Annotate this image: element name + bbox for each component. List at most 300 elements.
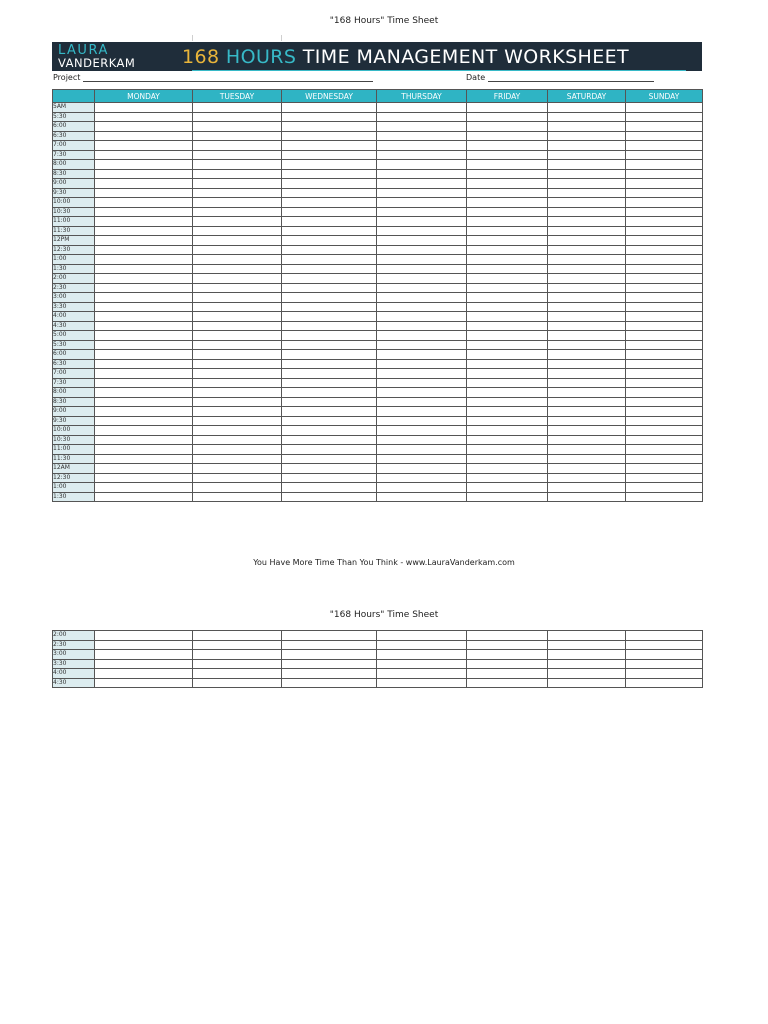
entry-cell[interactable] [626, 350, 703, 360]
entry-cell[interactable] [95, 435, 193, 445]
entry-cell[interactable] [626, 264, 703, 274]
entry-cell[interactable] [467, 445, 548, 455]
entry-cell[interactable] [193, 369, 282, 379]
entry-cell[interactable] [282, 131, 377, 141]
entry-cell[interactable] [626, 359, 703, 369]
entry-cell[interactable] [626, 669, 703, 679]
entry-cell[interactable] [95, 388, 193, 398]
entry-cell[interactable] [626, 640, 703, 650]
entry-cell[interactable] [193, 492, 282, 502]
entry-cell[interactable] [95, 169, 193, 179]
entry-cell[interactable] [626, 464, 703, 474]
entry-cell[interactable] [282, 141, 377, 151]
entry-cell[interactable] [377, 640, 467, 650]
entry-cell[interactable] [282, 435, 377, 445]
entry-cell[interactable] [467, 226, 548, 236]
entry-cell[interactable] [193, 435, 282, 445]
entry-cell[interactable] [95, 179, 193, 189]
entry-cell[interactable] [548, 416, 626, 426]
entry-cell[interactable] [95, 669, 193, 679]
entry-cell[interactable] [377, 131, 467, 141]
entry-cell[interactable] [548, 321, 626, 331]
entry-cell[interactable] [467, 435, 548, 445]
entry-cell[interactable] [193, 150, 282, 160]
entry-cell[interactable] [95, 198, 193, 208]
entry-cell[interactable] [548, 103, 626, 113]
entry-cell[interactable] [626, 659, 703, 669]
entry-cell[interactable] [467, 179, 548, 189]
entry-cell[interactable] [467, 378, 548, 388]
entry-cell[interactable] [95, 426, 193, 436]
entry-cell[interactable] [282, 669, 377, 679]
entry-cell[interactable] [193, 445, 282, 455]
entry-cell[interactable] [95, 188, 193, 198]
entry-cell[interactable] [282, 659, 377, 669]
entry-cell[interactable] [95, 464, 193, 474]
entry-cell[interactable] [377, 631, 467, 641]
entry-cell[interactable] [282, 483, 377, 493]
entry-cell[interactable] [626, 226, 703, 236]
entry-cell[interactable] [193, 397, 282, 407]
entry-cell[interactable] [467, 340, 548, 350]
entry-cell[interactable] [193, 274, 282, 284]
entry-cell[interactable] [193, 331, 282, 341]
entry-cell[interactable] [95, 255, 193, 265]
entry-cell[interactable] [548, 150, 626, 160]
entry-cell[interactable] [193, 302, 282, 312]
entry-cell[interactable] [626, 650, 703, 660]
entry-cell[interactable] [548, 350, 626, 360]
entry-cell[interactable] [193, 293, 282, 303]
entry-cell[interactable] [467, 678, 548, 688]
entry-cell[interactable] [193, 141, 282, 151]
entry-cell[interactable] [282, 473, 377, 483]
entry-cell[interactable] [626, 340, 703, 350]
entry-cell[interactable] [282, 454, 377, 464]
entry-cell[interactable] [193, 264, 282, 274]
entry-cell[interactable] [193, 659, 282, 669]
entry-cell[interactable] [282, 226, 377, 236]
entry-cell[interactable] [377, 302, 467, 312]
entry-cell[interactable] [95, 340, 193, 350]
entry-cell[interactable] [467, 650, 548, 660]
entry-cell[interactable] [467, 236, 548, 246]
entry-cell[interactable] [377, 650, 467, 660]
entry-cell[interactable] [282, 112, 377, 122]
entry-cell[interactable] [548, 283, 626, 293]
entry-cell[interactable] [626, 169, 703, 179]
entry-cell[interactable] [282, 312, 377, 322]
entry-cell[interactable] [548, 492, 626, 502]
entry-cell[interactable] [626, 141, 703, 151]
entry-cell[interactable] [377, 331, 467, 341]
date-line[interactable] [488, 73, 654, 82]
entry-cell[interactable] [377, 293, 467, 303]
entry-cell[interactable] [282, 359, 377, 369]
entry-cell[interactable] [282, 388, 377, 398]
entry-cell[interactable] [282, 378, 377, 388]
entry-cell[interactable] [377, 283, 467, 293]
entry-cell[interactable] [626, 678, 703, 688]
entry-cell[interactable] [467, 369, 548, 379]
entry-cell[interactable] [467, 388, 548, 398]
entry-cell[interactable] [193, 312, 282, 322]
entry-cell[interactable] [193, 631, 282, 641]
entry-cell[interactable] [377, 359, 467, 369]
entry-cell[interactable] [626, 473, 703, 483]
entry-cell[interactable] [467, 350, 548, 360]
entry-cell[interactable] [548, 141, 626, 151]
entry-cell[interactable] [95, 397, 193, 407]
entry-cell[interactable] [548, 640, 626, 650]
entry-cell[interactable] [282, 407, 377, 417]
entry-cell[interactable] [282, 236, 377, 246]
entry-cell[interactable] [377, 483, 467, 493]
entry-cell[interactable] [282, 302, 377, 312]
entry-cell[interactable] [548, 369, 626, 379]
entry-cell[interactable] [467, 312, 548, 322]
entry-cell[interactable] [193, 340, 282, 350]
entry-cell[interactable] [193, 103, 282, 113]
entry-cell[interactable] [548, 169, 626, 179]
entry-cell[interactable] [193, 650, 282, 660]
entry-cell[interactable] [377, 397, 467, 407]
entry-cell[interactable] [467, 631, 548, 641]
entry-cell[interactable] [626, 103, 703, 113]
entry-cell[interactable] [467, 264, 548, 274]
entry-cell[interactable] [467, 669, 548, 679]
entry-cell[interactable] [548, 112, 626, 122]
entry-cell[interactable] [377, 340, 467, 350]
entry-cell[interactable] [193, 188, 282, 198]
entry-cell[interactable] [626, 274, 703, 284]
entry-cell[interactable] [377, 473, 467, 483]
entry-cell[interactable] [548, 179, 626, 189]
entry-cell[interactable] [548, 312, 626, 322]
entry-cell[interactable] [548, 274, 626, 284]
entry-cell[interactable] [193, 473, 282, 483]
entry-cell[interactable] [467, 103, 548, 113]
entry-cell[interactable] [626, 188, 703, 198]
entry-cell[interactable] [626, 293, 703, 303]
entry-cell[interactable] [377, 388, 467, 398]
entry-cell[interactable] [467, 255, 548, 265]
entry-cell[interactable] [282, 274, 377, 284]
entry-cell[interactable] [467, 160, 548, 170]
entry-cell[interactable] [282, 283, 377, 293]
entry-cell[interactable] [467, 407, 548, 417]
entry-cell[interactable] [467, 122, 548, 132]
entry-cell[interactable] [95, 378, 193, 388]
entry-cell[interactable] [95, 678, 193, 688]
entry-cell[interactable] [467, 188, 548, 198]
entry-cell[interactable] [95, 141, 193, 151]
entry-cell[interactable] [282, 640, 377, 650]
entry-cell[interactable] [548, 407, 626, 417]
entry-cell[interactable] [467, 217, 548, 227]
entry-cell[interactable] [377, 226, 467, 236]
entry-cell[interactable] [467, 359, 548, 369]
entry-cell[interactable] [626, 160, 703, 170]
entry-cell[interactable] [95, 492, 193, 502]
entry-cell[interactable] [548, 464, 626, 474]
entry-cell[interactable] [467, 141, 548, 151]
entry-cell[interactable] [626, 122, 703, 132]
entry-cell[interactable] [377, 236, 467, 246]
entry-cell[interactable] [626, 198, 703, 208]
entry-cell[interactable] [467, 169, 548, 179]
entry-cell[interactable] [626, 131, 703, 141]
entry-cell[interactable] [467, 426, 548, 436]
entry-cell[interactable] [95, 217, 193, 227]
entry-cell[interactable] [193, 678, 282, 688]
entry-cell[interactable] [193, 131, 282, 141]
entry-cell[interactable] [377, 454, 467, 464]
entry-cell[interactable] [467, 274, 548, 284]
entry-cell[interactable] [377, 321, 467, 331]
entry-cell[interactable] [548, 207, 626, 217]
entry-cell[interactable] [467, 131, 548, 141]
entry-cell[interactable] [548, 659, 626, 669]
entry-cell[interactable] [377, 426, 467, 436]
entry-cell[interactable] [626, 416, 703, 426]
entry-cell[interactable] [282, 416, 377, 426]
entry-cell[interactable] [548, 426, 626, 436]
entry-cell[interactable] [193, 169, 282, 179]
entry-cell[interactable] [626, 321, 703, 331]
entry-cell[interactable] [95, 359, 193, 369]
entry-cell[interactable] [377, 312, 467, 322]
entry-cell[interactable] [377, 112, 467, 122]
entry-cell[interactable] [193, 217, 282, 227]
entry-cell[interactable] [95, 454, 193, 464]
entry-cell[interactable] [548, 397, 626, 407]
entry-cell[interactable] [282, 217, 377, 227]
entry-cell[interactable] [95, 407, 193, 417]
entry-cell[interactable] [548, 454, 626, 464]
entry-cell[interactable] [377, 150, 467, 160]
entry-cell[interactable] [193, 350, 282, 360]
entry-cell[interactable] [467, 331, 548, 341]
entry-cell[interactable] [377, 678, 467, 688]
entry-cell[interactable] [548, 122, 626, 132]
entry-cell[interactable] [548, 378, 626, 388]
entry-cell[interactable] [282, 397, 377, 407]
entry-cell[interactable] [626, 331, 703, 341]
entry-cell[interactable] [548, 445, 626, 455]
entry-cell[interactable] [95, 473, 193, 483]
entry-cell[interactable] [548, 340, 626, 350]
entry-cell[interactable] [193, 359, 282, 369]
entry-cell[interactable] [377, 659, 467, 669]
entry-cell[interactable] [377, 464, 467, 474]
entry-cell[interactable] [95, 350, 193, 360]
date-field[interactable] [466, 73, 654, 82]
entry-cell[interactable] [467, 454, 548, 464]
entry-cell[interactable] [626, 378, 703, 388]
entry-cell[interactable] [467, 483, 548, 493]
entry-cell[interactable] [193, 179, 282, 189]
entry-cell[interactable] [467, 207, 548, 217]
entry-cell[interactable] [282, 350, 377, 360]
entry-cell[interactable] [467, 640, 548, 650]
entry-cell[interactable] [282, 321, 377, 331]
entry-cell[interactable] [95, 264, 193, 274]
entry-cell[interactable] [282, 188, 377, 198]
entry-cell[interactable] [626, 397, 703, 407]
entry-cell[interactable] [95, 650, 193, 660]
entry-cell[interactable] [626, 445, 703, 455]
entry-cell[interactable] [377, 378, 467, 388]
entry-cell[interactable] [282, 340, 377, 350]
entry-cell[interactable] [282, 179, 377, 189]
entry-cell[interactable] [626, 150, 703, 160]
entry-cell[interactable] [377, 207, 467, 217]
entry-cell[interactable] [282, 631, 377, 641]
entry-cell[interactable] [193, 407, 282, 417]
entry-cell[interactable] [95, 631, 193, 641]
entry-cell[interactable] [95, 207, 193, 217]
entry-cell[interactable] [467, 150, 548, 160]
entry-cell[interactable] [626, 207, 703, 217]
entry-cell[interactable] [95, 445, 193, 455]
entry-cell[interactable] [626, 435, 703, 445]
entry-cell[interactable] [193, 426, 282, 436]
entry-cell[interactable] [626, 388, 703, 398]
entry-cell[interactable] [548, 226, 626, 236]
entry-cell[interactable] [282, 150, 377, 160]
entry-cell[interactable] [467, 302, 548, 312]
entry-cell[interactable] [377, 492, 467, 502]
entry-cell[interactable] [626, 236, 703, 246]
entry-cell[interactable] [282, 331, 377, 341]
entry-cell[interactable] [95, 160, 193, 170]
entry-cell[interactable] [548, 188, 626, 198]
entry-cell[interactable] [193, 321, 282, 331]
entry-cell[interactable] [548, 245, 626, 255]
entry-cell[interactable] [377, 407, 467, 417]
entry-cell[interactable] [95, 236, 193, 246]
entry-cell[interactable] [626, 255, 703, 265]
entry-cell[interactable] [193, 112, 282, 122]
entry-cell[interactable] [626, 631, 703, 641]
entry-cell[interactable] [282, 293, 377, 303]
entry-cell[interactable] [95, 659, 193, 669]
entry-cell[interactable] [95, 416, 193, 426]
entry-cell[interactable] [193, 255, 282, 265]
project-field[interactable] [53, 73, 373, 82]
entry-cell[interactable] [548, 198, 626, 208]
entry-cell[interactable] [548, 264, 626, 274]
entry-cell[interactable] [193, 454, 282, 464]
entry-cell[interactable] [626, 454, 703, 464]
entry-cell[interactable] [467, 198, 548, 208]
entry-cell[interactable] [377, 198, 467, 208]
entry-cell[interactable] [282, 207, 377, 217]
entry-cell[interactable] [548, 236, 626, 246]
entry-cell[interactable] [95, 245, 193, 255]
entry-cell[interactable] [377, 169, 467, 179]
entry-cell[interactable] [282, 198, 377, 208]
entry-cell[interactable] [548, 217, 626, 227]
entry-cell[interactable] [548, 473, 626, 483]
entry-cell[interactable] [377, 255, 467, 265]
entry-cell[interactable] [467, 473, 548, 483]
entry-cell[interactable] [282, 678, 377, 688]
entry-cell[interactable] [282, 160, 377, 170]
entry-cell[interactable] [282, 426, 377, 436]
entry-cell[interactable] [193, 483, 282, 493]
entry-cell[interactable] [377, 435, 467, 445]
entry-cell[interactable] [626, 179, 703, 189]
entry-cell[interactable] [193, 378, 282, 388]
entry-cell[interactable] [548, 678, 626, 688]
entry-cell[interactable] [193, 245, 282, 255]
entry-cell[interactable] [626, 492, 703, 502]
entry-cell[interactable] [467, 659, 548, 669]
entry-cell[interactable] [193, 669, 282, 679]
entry-cell[interactable] [626, 312, 703, 322]
entry-cell[interactable] [282, 464, 377, 474]
entry-cell[interactable] [95, 150, 193, 160]
entry-cell[interactable] [95, 112, 193, 122]
entry-cell[interactable] [548, 293, 626, 303]
entry-cell[interactable] [377, 141, 467, 151]
entry-cell[interactable] [95, 293, 193, 303]
entry-cell[interactable] [548, 359, 626, 369]
entry-cell[interactable] [626, 245, 703, 255]
entry-cell[interactable] [548, 631, 626, 641]
entry-cell[interactable] [626, 369, 703, 379]
entry-cell[interactable] [548, 650, 626, 660]
entry-cell[interactable] [95, 226, 193, 236]
entry-cell[interactable] [548, 131, 626, 141]
entry-cell[interactable] [193, 388, 282, 398]
entry-cell[interactable] [377, 264, 467, 274]
entry-cell[interactable] [377, 274, 467, 284]
entry-cell[interactable] [193, 640, 282, 650]
entry-cell[interactable] [548, 255, 626, 265]
entry-cell[interactable] [282, 492, 377, 502]
entry-cell[interactable] [95, 103, 193, 113]
entry-cell[interactable] [626, 426, 703, 436]
entry-cell[interactable] [95, 302, 193, 312]
entry-cell[interactable] [282, 369, 377, 379]
entry-cell[interactable] [282, 264, 377, 274]
entry-cell[interactable] [193, 160, 282, 170]
entry-cell[interactable] [626, 283, 703, 293]
entry-cell[interactable] [193, 122, 282, 132]
entry-cell[interactable] [193, 207, 282, 217]
entry-cell[interactable] [377, 188, 467, 198]
entry-cell[interactable] [282, 245, 377, 255]
entry-cell[interactable] [467, 245, 548, 255]
entry-cell[interactable] [95, 640, 193, 650]
entry-cell[interactable] [282, 122, 377, 132]
entry-cell[interactable] [282, 650, 377, 660]
entry-cell[interactable] [95, 312, 193, 322]
entry-cell[interactable] [193, 226, 282, 236]
entry-cell[interactable] [95, 274, 193, 284]
entry-cell[interactable] [193, 416, 282, 426]
entry-cell[interactable] [95, 331, 193, 341]
entry-cell[interactable] [548, 669, 626, 679]
entry-cell[interactable] [467, 397, 548, 407]
entry-cell[interactable] [548, 483, 626, 493]
entry-cell[interactable] [467, 321, 548, 331]
entry-cell[interactable] [95, 122, 193, 132]
entry-cell[interactable] [548, 302, 626, 312]
